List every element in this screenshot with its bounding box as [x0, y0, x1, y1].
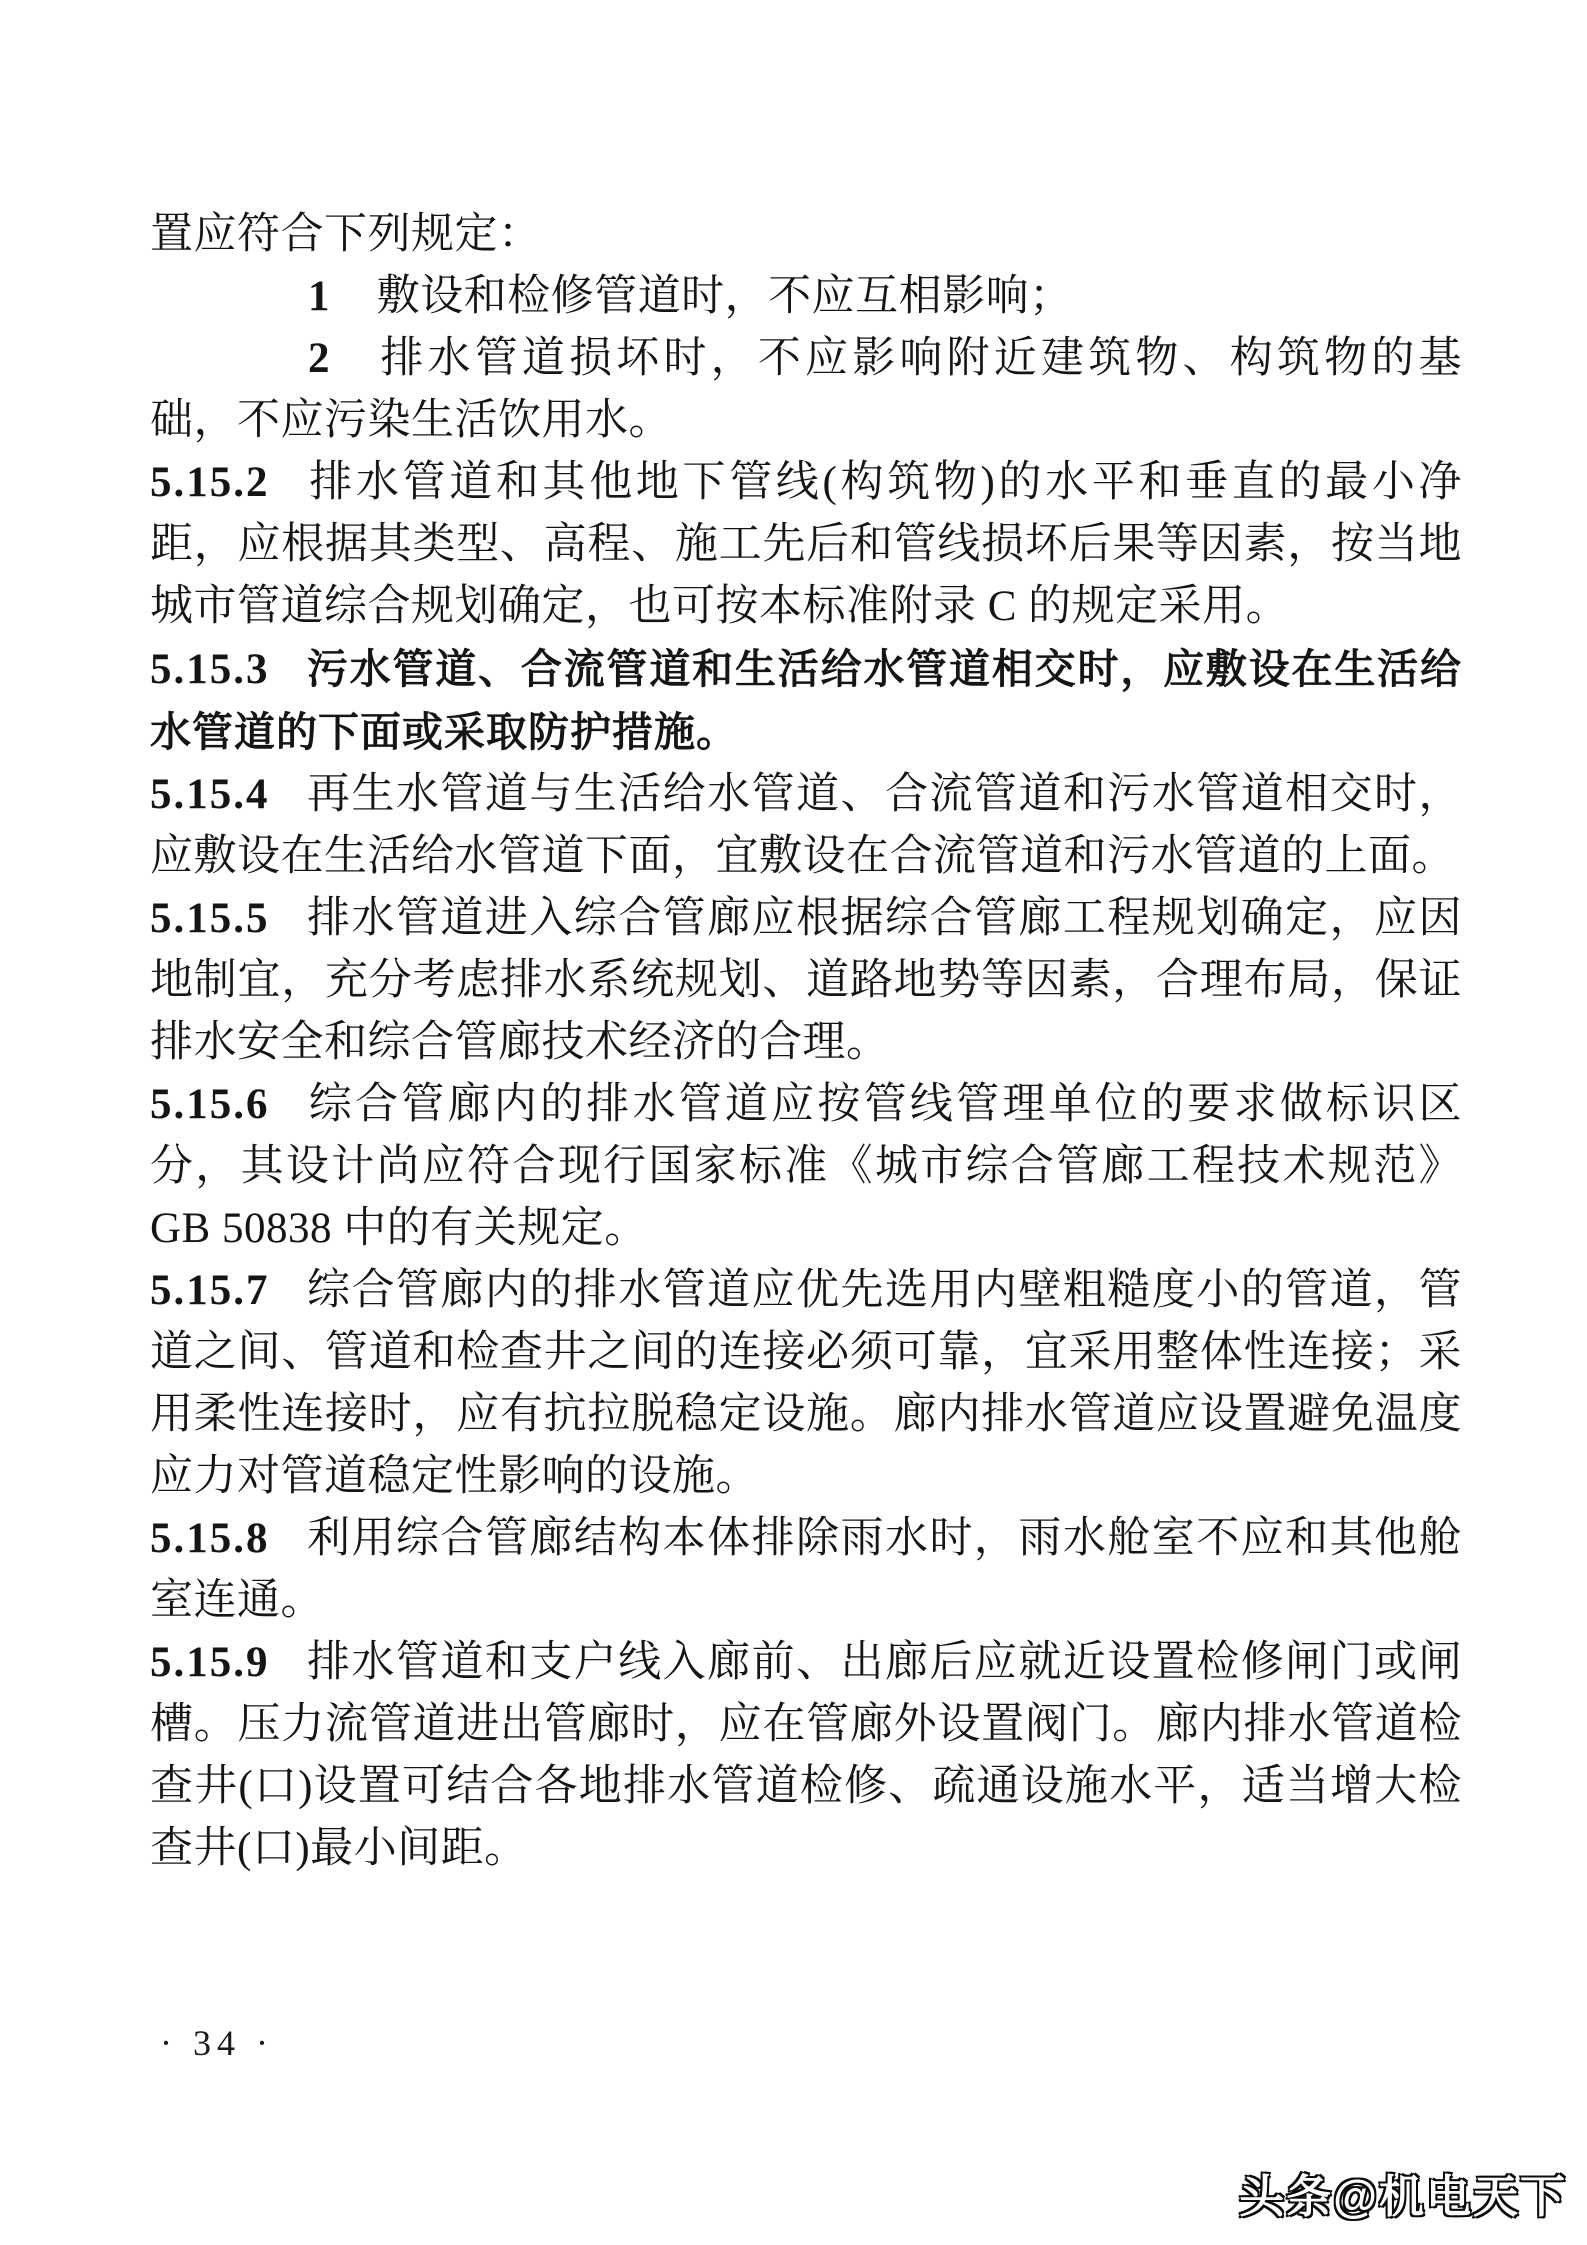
clause-text: 综合管廊内的排水管道应按管线管理单位的要求做标识区分，其设计尚应符合现行国家标准《城市综合管廊工程技术规范》GB 50838 中的有关规定。	[150, 1081, 1462, 1252]
clause-number: 5.15.8	[150, 1515, 270, 1562]
clause-5-15-2	[150, 452, 1462, 638]
item-number: 2	[308, 335, 332, 382]
clause-text: 污水管道、合流管道和生活给水管道相交时，应敷设在生活给水管道的下面或采取防护措施。	[150, 646, 1462, 755]
item-number: 1	[308, 273, 332, 320]
clause-text: 排水管道和支户线入廊前、出廊后应就近设置检修闸门或闸槽。压力流管道进出管廊时，应在管廊外设置阀门。廊内排水管道检查井(口)设置可结合各地排水管道检修、疏通设施水平，适当增大检查井(口)最小间距。	[150, 1639, 1462, 1872]
clause-5-15-4	[150, 764, 1462, 888]
clause-5-15-5	[150, 888, 1462, 1074]
clause-5-15-7	[150, 1260, 1462, 1508]
clause-5-15-3	[150, 638, 1462, 764]
clause-text: 再生水管道与生活给水管道、合流管道和污水管道相交时，应敷设在生活给水管道下面，宜敷设在合流管道和污水管道的上面。	[150, 771, 1462, 880]
page-number: · 34 ·	[160, 2023, 274, 2063]
clause-5-15-8	[150, 1508, 1462, 1632]
clause-text: 利用综合管廊结构本体排除雨水时，雨水舱室不应和其他舱室连通。	[150, 1515, 1462, 1624]
clause-number: 5.15.6	[150, 1081, 270, 1128]
clause-text: 置应符合下列规定：	[150, 211, 542, 258]
clause-5-15-6	[150, 1074, 1462, 1260]
paragraph-continuation	[150, 204, 1462, 266]
clause-text: 综合管廊内的排水管道应优先选用内壁粗糙度小的管道，管道之间、管道和检查井之间的连接必须可靠，宜采用整体性连接；采用柔性连接时，应有抗拉脱稳定设施。廊内排水管道应设置避免温度应力对管道稳定性影响的设施。	[150, 1267, 1462, 1500]
item-text: 敷设和检修管道时，不应互相影响；	[376, 273, 1073, 320]
clause-number: 5.15.5	[150, 895, 270, 942]
document-text-block	[150, 204, 1462, 1880]
clause-5-15-9	[150, 1632, 1462, 1880]
clause-text: 排水管道和其他地下管线(构筑物)的水平和垂直的最小净距，应根据其类型、高程、施工先后和管线损坏后果等因素，按当地城市管道综合规划确定，也可按本标准附录 C 的规定采用。	[150, 459, 1462, 630]
clause-number: 5.15.3	[150, 646, 270, 693]
clause-text: 排水管道进入综合管廊应根据综合管廊工程规划确定，应因地制宜，充分考虑排水系统规划、道路地势等因素，合理布局，保证排水安全和综合管廊技术经济的合理。	[150, 895, 1462, 1066]
sub-item-1	[150, 266, 1462, 328]
clause-number: 5.15.7	[150, 1267, 270, 1314]
clause-number: 5.15.2	[150, 459, 270, 506]
clause-number: 5.15.4	[150, 771, 270, 818]
item-text: 排水管道损坏时，不应影响附近建筑物、构筑物的基础，不应污染生活饮用水。	[150, 335, 1462, 444]
sub-item-2	[150, 328, 1462, 452]
watermark-text: 头条@机电天下	[1239, 2171, 1567, 2222]
clause-number: 5.15.9	[150, 1639, 270, 1686]
